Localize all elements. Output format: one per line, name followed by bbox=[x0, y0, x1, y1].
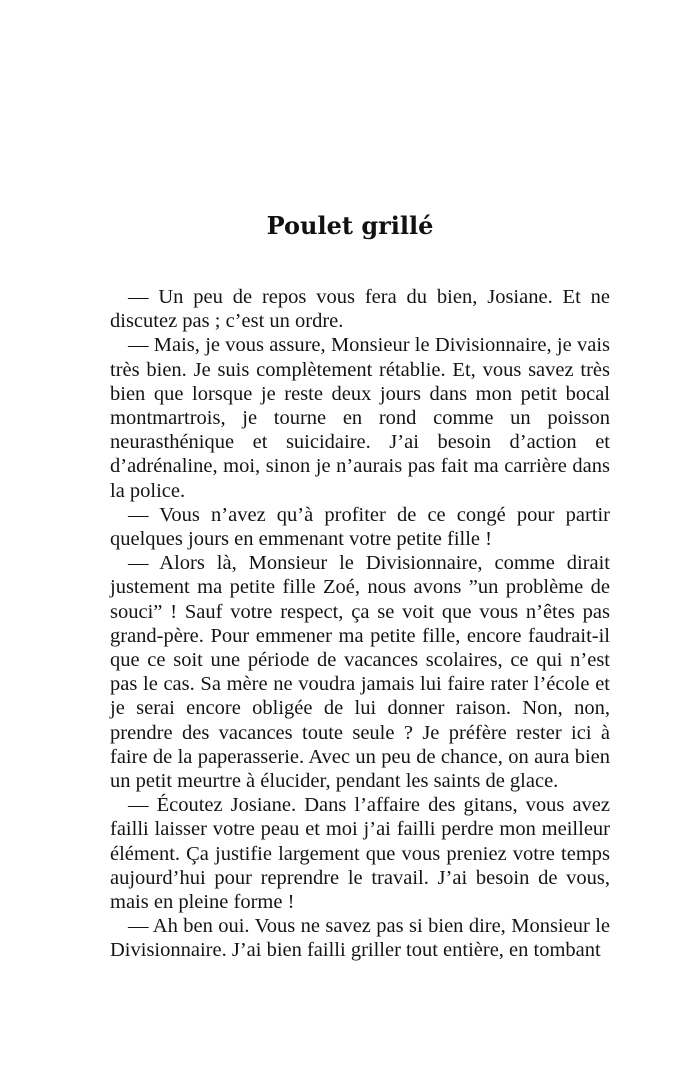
paragraph: — Un peu de repos vous fera du bien, Josiane. Et ne discutez pas ; c’est un ordre. bbox=[110, 286, 610, 333]
chapter-title: Poulet grillé bbox=[266, 211, 434, 240]
paragraph: — Écoutez Josiane. Dans l’affaire des gitans, vous avez failli laisser votre peau et moi j’ai failli perdre mon meilleur élément. Ça justifie largement que vous preniez votre temps aujourd’hui pour reprendre le travail. J’ai besoin de vous, mais en pleine forme ! bbox=[110, 794, 610, 914]
paragraph: — Ah ben oui. Vous ne savez pas si bien dire, Monsieur le Divisionnaire. J’ai bien failli griller tout entière, en tombant bbox=[110, 915, 610, 962]
paragraph: — Mais, je vous assure, Monsieur le Divisionnaire, je vais très bien. Je suis complètement rétablie. Et, vous savez très bien que lorsque je reste deux jours dans mon petit bocal montmartrois, je tourne en rond comme un poisson neurasthénique et suicidaire. J’ai besoin d’action et d’adrénaline, moi, sinon je n’aurais pas fait ma carrière dans la police. bbox=[110, 334, 610, 502]
chapter-text bbox=[110, 285, 610, 963]
paragraph: — Alors là, Monsieur le Divisionnaire, comme dirait justement ma petite fille Zoé, nous avons ”un problème de souci” ! Sauf votre respect, ça se voit que vous n’êtes pas grand-père. Pour emmener ma petite fille, encore faudrait-il que ce soit une période de vacances scolaires, ce qui n’est pas le cas. Sa mère ne voudra jamais lui faire rater l’école et je serai encore obligée de lui donner raison. Non, non, prendre des vacances toute seule ? Je préfère rester ici à faire de la paperasserie. Avec un peu de chance, on aura bien un petit meurtre à élucider, pendant les saints de glace. bbox=[110, 552, 610, 793]
paragraph: — Vous n’avez qu’à profiter de ce congé pour partir quelques jours en emmenant votre petite fille ! bbox=[110, 503, 610, 551]
